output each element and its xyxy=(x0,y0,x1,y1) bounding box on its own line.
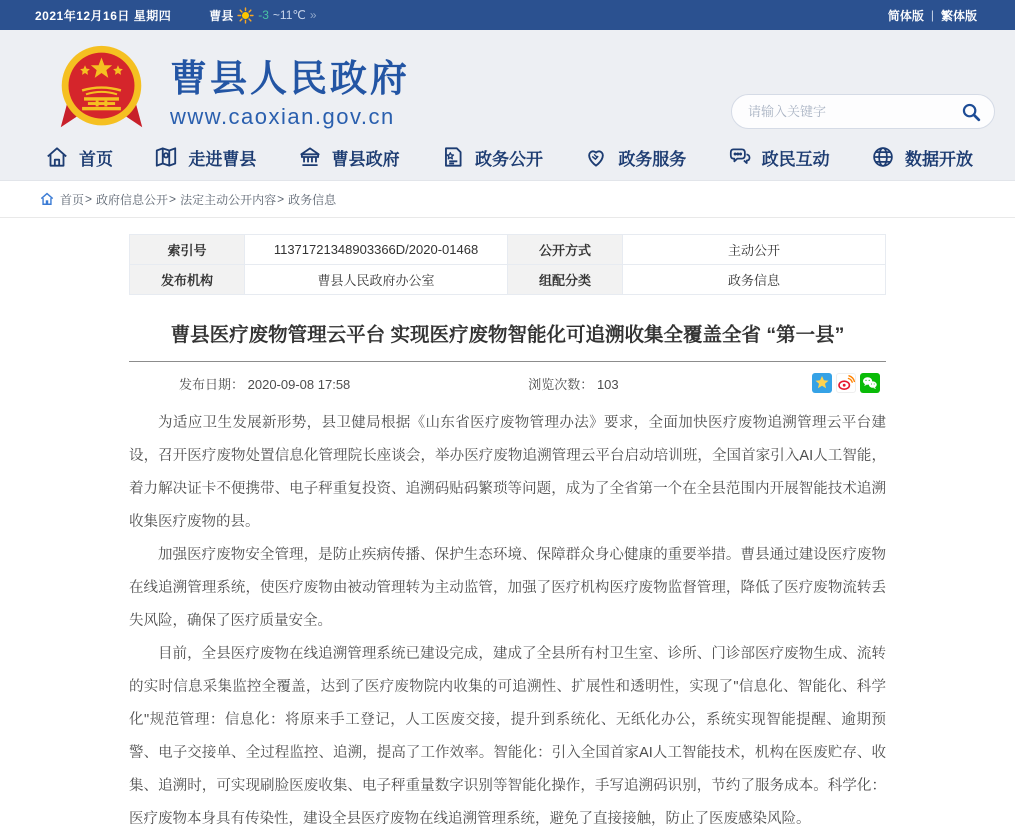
nav-item-disclosure[interactable] xyxy=(440,144,543,170)
breadcrumb-item-home[interactable]: 首页 xyxy=(60,192,85,207)
topbar xyxy=(0,0,1015,30)
lang-divider: | xyxy=(930,8,934,22)
search-box[interactable] xyxy=(731,94,995,129)
nav-item-government[interactable] xyxy=(297,144,400,170)
index-number-label: 索引号 xyxy=(130,235,245,265)
info-table xyxy=(129,234,886,295)
share-weibo-icon[interactable] xyxy=(836,373,856,393)
article-paragraph: 目前，全县医疗废物在线追溯管理系统已建设完成，建成了全县所有村卫生室、诊所、门诊部医疗废物生成、流转的实时信息采集监控全覆盖，达到了医疗废物院内收集的可追溯性、扩展性和透明性，实现了"信息化、智能化、科学化"规范管理：信息化：将原来手工登记，人工医废交接，提升到系统化、无纸化办公，系统实现智能提醒、逾期预警、电子交接单、全过程监控、追溯，提高了工作效率。智能化：引入全国首家AI人工智能技术，机构在医废贮存、收集、追溯时，可实现刷脸医废收集、电子秤重量数字识别等智能化操作，手写追溯码识别，节约了服务成本。科学化：医疗废物本身具有传染性，建设全县医疗废物在线追溯管理系统，避免了直接接触，防止了医废感染风险。 xyxy=(129,646,886,827)
chat-bubbles-icon xyxy=(727,144,753,170)
temp-low: -3 xyxy=(258,8,269,22)
publish-date xyxy=(179,374,350,393)
search-button[interactable] xyxy=(960,101,982,123)
article-body xyxy=(129,407,886,836)
breadcrumb-home-icon xyxy=(40,192,54,206)
view-count-label: 浏览次数： xyxy=(528,376,594,392)
nav-item-label: 首页 xyxy=(79,149,113,169)
article-container xyxy=(129,218,886,836)
category-value: 政务信息 xyxy=(623,265,886,295)
map-icon xyxy=(153,144,179,170)
site-url: www.caoxian.gov.cn xyxy=(170,103,395,129)
breadcrumb-separator: > xyxy=(277,192,285,206)
nav-item-label: 走进曹县 xyxy=(188,149,257,169)
nav-item-open-data[interactable] xyxy=(870,144,973,170)
weather-city: 曹县 xyxy=(209,8,234,23)
nav-item-label: 政务公开 xyxy=(474,149,543,169)
breadcrumb-separator: > xyxy=(169,192,177,206)
view-count-value: 103 xyxy=(596,376,619,392)
weather-more-arrow: » xyxy=(309,8,317,22)
simplified-version-link[interactable]: 简体版 xyxy=(887,8,924,23)
document-star-icon xyxy=(440,144,466,170)
breadcrumb-separator: > xyxy=(85,192,93,206)
breadcrumb-item-current: 政务信息 xyxy=(288,192,337,207)
globe-icon xyxy=(870,144,896,170)
disclosure-method-label: 公开方式 xyxy=(508,235,623,265)
share-bar xyxy=(812,373,880,393)
temp-high: ~11℃ xyxy=(272,8,306,22)
publish-date-label: 发布日期： xyxy=(179,376,245,392)
share-wechat-icon[interactable] xyxy=(860,373,880,393)
breadcrumb-item-info-disclosure[interactable]: 政府信息公开 xyxy=(96,192,169,207)
issuing-agency-value: 曹县人民政府办公室 xyxy=(245,265,508,295)
page-title: 曹县医疗废物管理云平台 实现医疗废物智能化可追溯收集全覆盖全省 “第一县” xyxy=(129,319,886,362)
nav-item-label: 曹县政府 xyxy=(331,149,400,169)
view-count xyxy=(528,374,618,393)
national-emblem-logo xyxy=(53,40,150,137)
government-building-icon xyxy=(297,144,323,170)
nav-item-label: 数据开放 xyxy=(904,149,973,169)
table-row xyxy=(130,235,886,265)
nav-item-about[interactable] xyxy=(153,144,256,170)
search-icon xyxy=(960,101,982,123)
traditional-version-link[interactable]: 繁体版 xyxy=(940,8,977,23)
issuing-agency-label: 发布机构 xyxy=(130,265,245,295)
nav-item-interaction[interactable] xyxy=(727,144,830,170)
search-input[interactable] xyxy=(748,104,960,119)
date-text: 2021年12月16日 星期四 xyxy=(35,8,172,23)
site-title: 曹县人民政府 xyxy=(170,57,410,99)
home-icon xyxy=(44,144,70,170)
nav-item-label: 政务服务 xyxy=(618,149,687,169)
publish-date-value: 2020-09-08 17:58 xyxy=(247,376,351,392)
article-meta xyxy=(129,362,886,393)
nav-item-services[interactable] xyxy=(583,144,686,170)
table-row xyxy=(130,265,886,295)
handshake-icon xyxy=(583,144,609,170)
main-nav xyxy=(0,144,1015,170)
sun-icon xyxy=(237,7,254,24)
article-paragraph: 加强医疗废物安全管理，是防止疾病传播、保护生态环境、保障群众身心健康的重要举措。曹县通过建设医疗废物在线追溯管理系统，使医疗废物由被动管理转为主动监管，加强了医疗机构医疗废物监督管理，降低了医疗废物流转丢失风险，确保了医疗质量安全。 xyxy=(129,547,886,629)
nav-item-label: 政民互动 xyxy=(761,149,830,169)
site-header xyxy=(0,30,1015,181)
article-paragraph: 为适应卫生发展新形势，县卫健局根据《山东省医疗废物管理办法》要求，全面加快医疗废物追溯管理云平台建设，召开医疗废物处置信息化管理院长座谈会，举办医疗废物追溯管理云平台启动培训班，全国首家引入AI人工智能，着力解决证卡不便携带、电子秤重复投资、追溯码贴码繁琐等问题，成为了全省第一个在全县范围内开展智能技术追溯收集医疗废物的县。 xyxy=(129,415,886,530)
index-number-value: 11371721348903366D/2020-01468 xyxy=(245,235,508,265)
weather-widget[interactable] xyxy=(209,7,316,24)
breadcrumb xyxy=(0,181,1015,218)
nav-item-home[interactable] xyxy=(44,144,113,170)
category-label: 组配分类 xyxy=(508,265,623,295)
breadcrumb-item-statutory-content[interactable]: 法定主动公开内容 xyxy=(180,192,277,207)
site-brand[interactable] xyxy=(53,40,410,137)
share-qzone-icon[interactable] xyxy=(812,373,832,393)
disclosure-method-value: 主动公开 xyxy=(623,235,886,265)
